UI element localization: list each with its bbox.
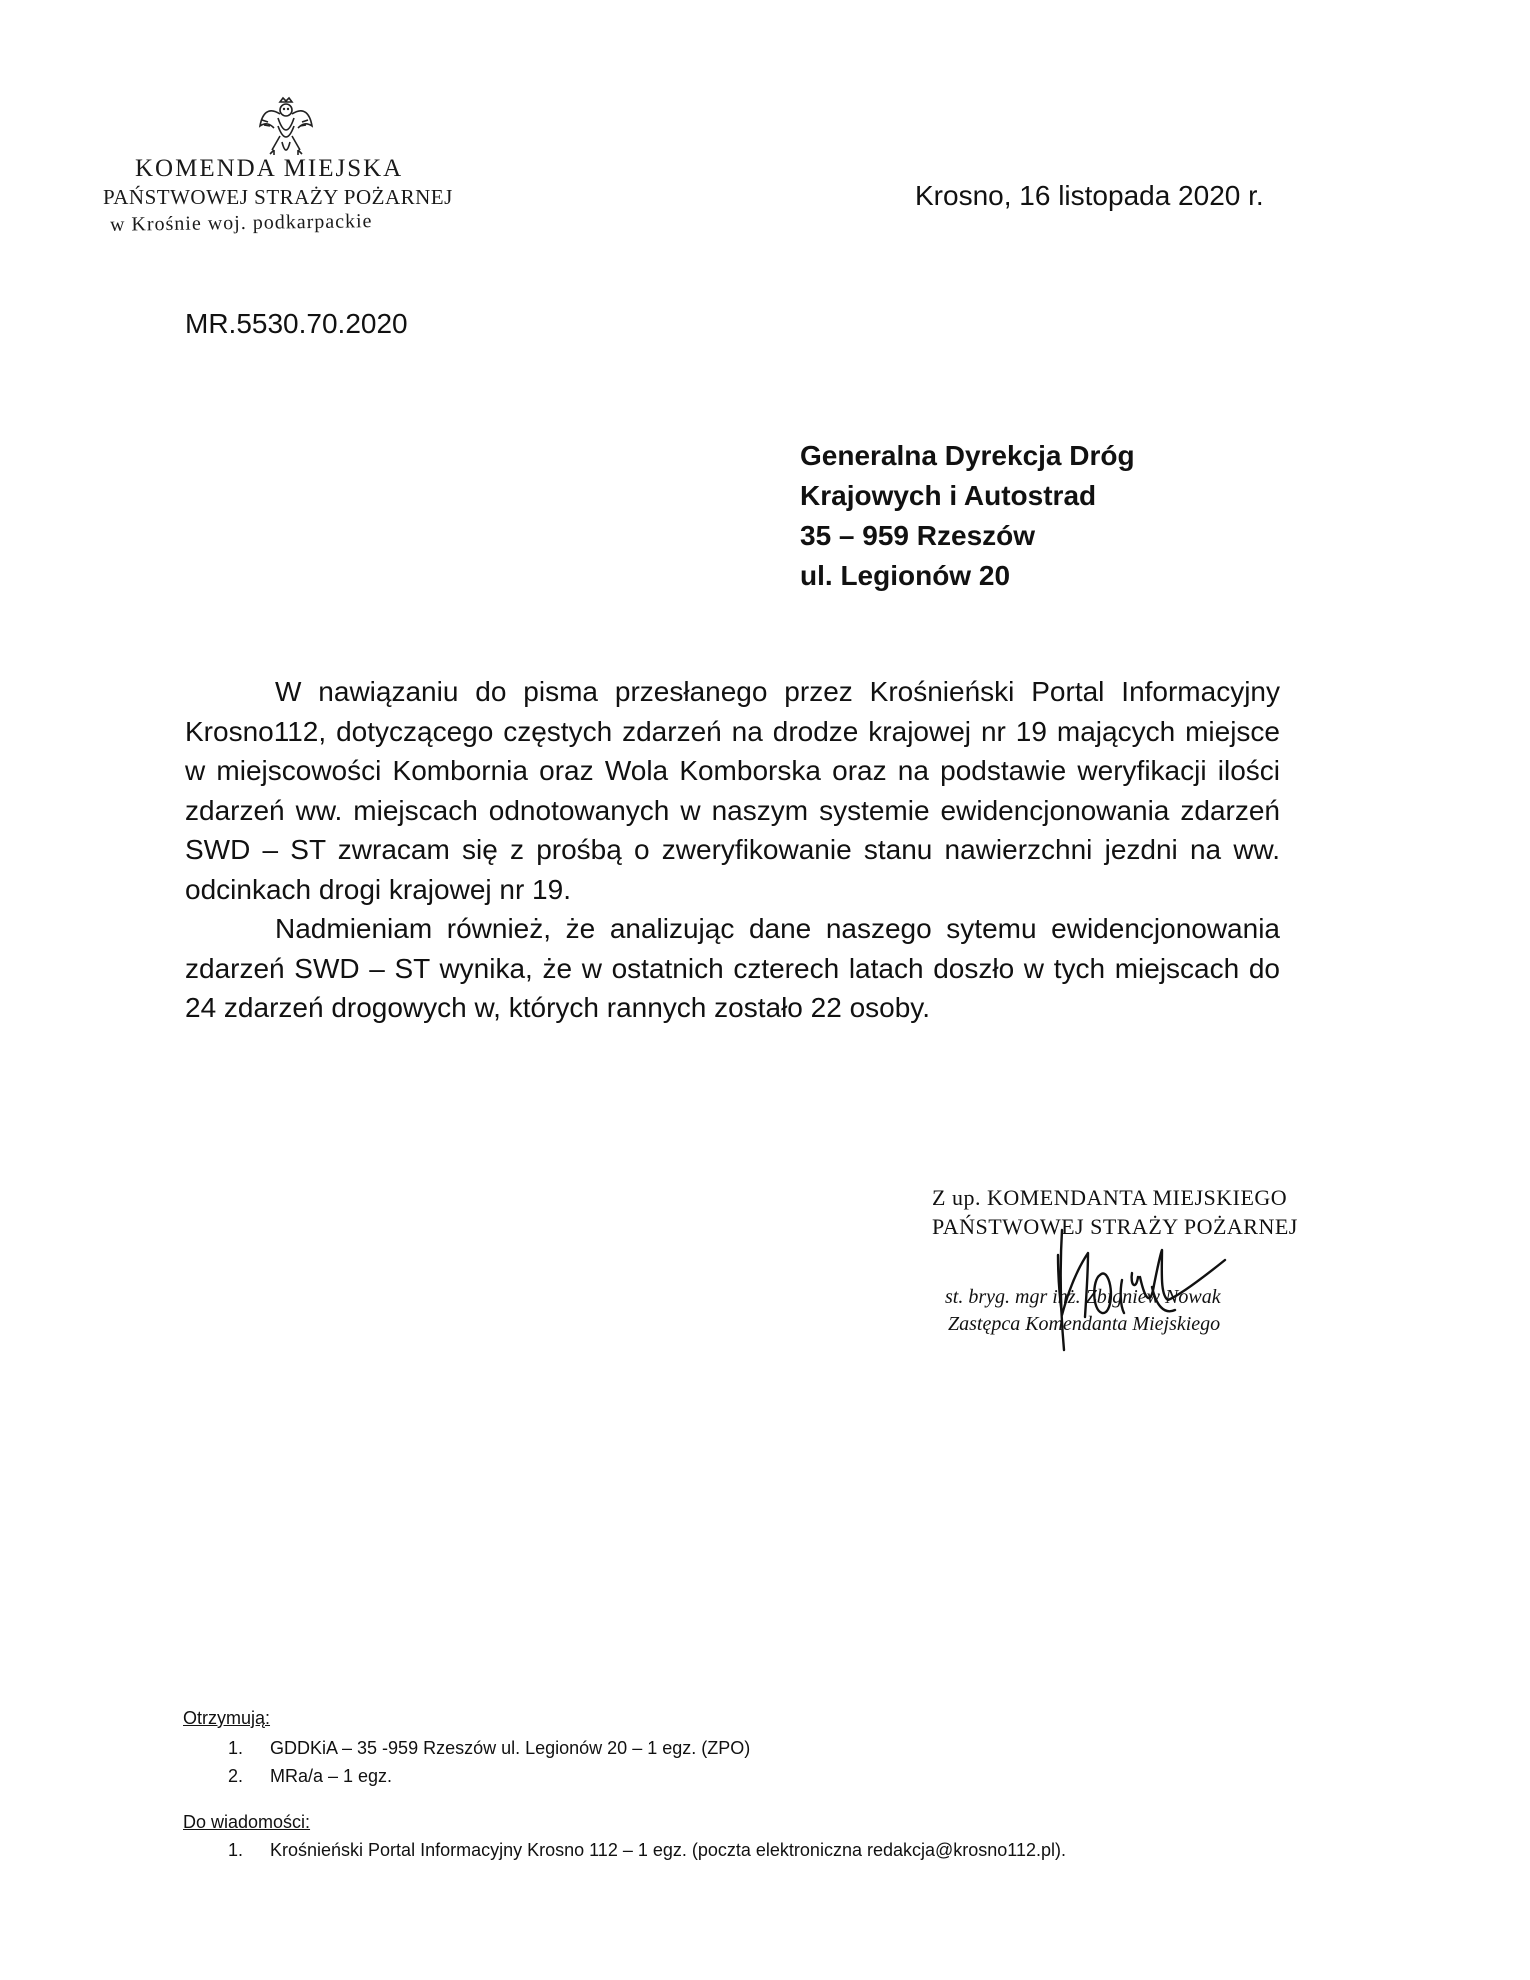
- recipient-line-3: 35 – 959 Rzeszów: [800, 520, 1036, 551]
- signatory-position: Zastępca Komendanta Miejskiego: [948, 1313, 1221, 1335]
- signature-title-line-2: PAŃSTWOWEJ STRAŻY POŻARNEJ: [932, 1214, 1298, 1239]
- recipients-heading: Otrzymują:: [183, 1708, 271, 1728]
- body-paragraph-1: W nawiązaniu do pisma przesłanego przez Krośnieński Portal Informacyjny Krosno112, dotyczącego częstych zdarzeń na drodze krajowej nr 19 mających miejsce w miejscowości Kombornia oraz Wola Komborska oraz na podstawie weryfikacji ilości zdarzeń ww. miejscach odnotowanych w naszym systemie ewidencjonowania zdarzeń SWD – ST zwracam się z prośbą o zweryfikowanie stanu nawierzchni jezdni na ww. odcinkach drogi krajowej nr 19.: [185, 676, 1280, 905]
- letter-date: Krosno, 16 listopada 2020 r.: [915, 180, 1264, 211]
- recipient-item: 2. MRa/a – 1 egz.: [228, 1766, 393, 1786]
- recipient-line-2: Krajowych i Autostrad: [800, 480, 1097, 511]
- signature-title-line-1: Z up. KOMENDANTA MIEJSKIEGO: [932, 1185, 1288, 1210]
- for-information-heading: Do wiadomości:: [183, 1812, 311, 1832]
- recipient-address: [800, 436, 1135, 596]
- polish-eagle-emblem-icon: [258, 96, 314, 160]
- stamp-line-3: w Krośnie woj. podkarpackie: [109, 210, 373, 236]
- body-paragraph-2: Nadmieniam również, że analizując dane naszego sytemu ewidencjonowania zdarzeń SWD – ST wynika, że w ostatnich czterech latach doszło w tych miejscach do 24 zdarzeń drogowych w, których rannych zostało 22 osoby.: [185, 913, 1280, 1023]
- signatory-name: st. bryg. mgr inż. Zbigniew Nowak: [945, 1286, 1221, 1308]
- stamp-line-1: KOMENDA MIEJSKA: [135, 155, 404, 182]
- recipient-item: 1. GDDKiA – 35 -959 Rzeszów ul. Legionów 20 – 1 egz. (ZPO): [228, 1738, 751, 1758]
- letter-body: [185, 672, 1280, 1028]
- recipient-line-4: ul. Legionów 20: [800, 560, 1011, 591]
- for-information-item: 1. Krośnieński Portal Informacyjny Krosno 112 – 1 egz. (poczta elektroniczna redakcja@krosno112.pl).: [228, 1840, 1066, 1860]
- stamp-line-2: PAŃSTWOWEJ STRAŻY POŻARNEJ: [103, 185, 453, 209]
- recipient-line-1: Generalna Dyrekcja Dróg: [800, 440, 1135, 471]
- reference-number: MR.5530.70.2020: [185, 308, 408, 339]
